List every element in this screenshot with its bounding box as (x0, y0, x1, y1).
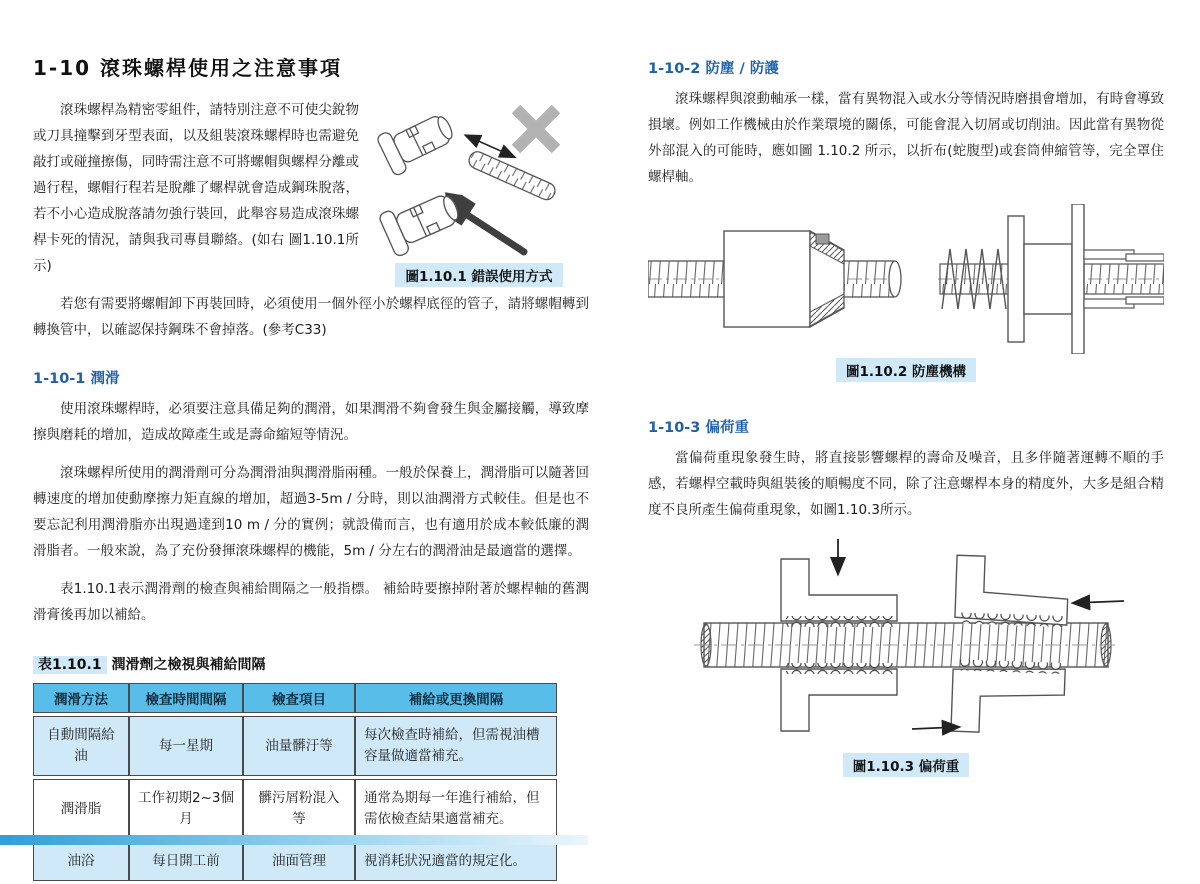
table-cell: 自動間隔給油 (33, 716, 129, 776)
table-row (33, 842, 557, 881)
table-cell: 通常為期每一年進行補給，但需依檢查結果適當補充。 (355, 779, 557, 839)
seal-nut-diagram (648, 231, 901, 327)
table-row (33, 716, 557, 776)
table-row (33, 779, 557, 839)
footer-accent-bar (0, 835, 588, 845)
bellows-cover-diagram (938, 204, 1164, 354)
table-cell: 潤滑脂 (33, 779, 129, 839)
figure-wrong-usage (369, 99, 589, 287)
lubrication-table (33, 680, 557, 884)
dustproof-paragraph: 滾珠螺桿與滾動軸承一樣，當有異物混入或水分等情況時磨損會增加，有時會導致損壞。例如工作機械由於作業環境的關係，可能會混入切屑或切削油。因此當有異物從外部混入的可能時，應如圖 1.10.2 所示，以折布(蛇腹型)或套筒伸縮管等，完全罩住螺桿軸。 (648, 91, 1164, 185)
intro-paragraph-2: 若您有需要將螺帽卸下再裝回時，必須使用一個外徑小於螺桿底徑的管子，請將螺帽轉到轉換管中，以確認保持鋼珠不會掉落。(參考C33) (33, 296, 589, 338)
table-cell: 視消耗狀況適當的規定化。 (355, 842, 557, 881)
lubrication-paragraph-1: 使用滾珠螺桿時，必須要注意具備足夠的潤滑，如果潤滑不夠會發生與金屬接觸，導致摩擦與磨耗的增加，造成故障產生或是壽命縮短等情況。 (33, 401, 589, 443)
ball-nut-icon (376, 106, 459, 177)
table-cell: 油面管理 (243, 842, 355, 881)
offset-load-paragraph: 當偏荷重現象發生時，將直接影響螺桿的壽命及噪音，且多伴隨著運轉不順的手感，若螺桿空載時與組裝後的順暢度不同，除了注意螺桿本身的精度外，大多是組合精度不良所產生偏荷重現象，如圖1.10.3所示。 (648, 450, 1164, 518)
right-column (648, 57, 1164, 777)
section-heading-dustproof: 1-10-2 防塵 / 防護 (648, 61, 779, 77)
table-header-cell: 潤滑方法 (33, 683, 129, 713)
dust-protection-illustration (648, 204, 1164, 354)
table-header-cell: 檢查項目 (243, 683, 355, 713)
table-cell: 每次檢查時補給，但需視油槽容量做適當補充。 (355, 716, 557, 776)
figure-offset-load (648, 537, 1164, 777)
table-caption (33, 654, 589, 674)
figure-caption: 圖1.10.1 錯誤使用方式 (395, 263, 562, 287)
section-heading-lubrication: 1-10-1 潤滑 (33, 371, 120, 387)
table-header-cell: 補給或更換間隔 (355, 683, 557, 713)
wrong-usage-illustration (374, 99, 584, 259)
page-title: 1-10 滾珠螺桿使用之注意事項 (33, 56, 343, 80)
figure-caption: 圖1.10.3 偏荷重 (843, 753, 970, 777)
table-caption-text: 潤滑劑之檢視與補給間隔 (111, 657, 266, 673)
left-column (33, 52, 589, 884)
table-cell: 每一星期 (129, 716, 243, 776)
x-mark-icon (516, 109, 556, 149)
lubrication-paragraph-3: 表1.10.1表示潤滑劑的檢查與補給間隔之一般指標。 補給時要擦掉附著於螺桿軸的舊潤滑膏後再加以補給。 (33, 581, 589, 623)
lubrication-paragraph-2: 滾珠螺桿所使用的潤滑劑可分為潤滑油與潤滑脂兩種。一般於保養上，潤滑脂可以隨著回轉速度的增加使動摩擦力矩直線的增加，超過3-5m / 分時，則以油潤滑方式較佳。但是也不要忘記利用潤滑脂亦出現過達到10 m / 分的實例；就設備而言，也有適用於成本較低廉的潤滑脂者。一般來說，為了充份發揮滾珠螺桿的機能，5m / 分左右的潤滑油是最適當的選擇。 (33, 465, 589, 559)
table-cell: 油浴 (33, 842, 129, 881)
table-cell: 工作初期2~3個月 (129, 779, 243, 839)
offset-load-illustration (686, 537, 1126, 749)
figure-caption: 圖1.10.2 防塵機構 (836, 358, 976, 382)
section-heading-offset-load: 1-10-3 偏荷重 (648, 420, 749, 436)
intro-paragraph: 滾珠螺桿為精密零組件，請特別注意不可使尖銳物或刀具撞擊到牙型表面，以及組裝滾珠螺桿時也需避免敲打或碰撞擦傷，同時需注意不可將螺帽與螺桿分離或過行程，螺帽行程若是脫離了螺桿就會造成鋼珠脫落，若不小心造成脫落請勿強行裝回，此舉容易造成滾珠螺桿卡死的情況，請與我司專員聯絡。(如右 圖1.10.1所示) (33, 102, 359, 274)
figure-dust-protection (648, 204, 1164, 382)
table-cell: 油量髒汙等 (243, 716, 355, 776)
table-header-cell: 檢查時間間隔 (129, 683, 243, 713)
screw-shaft-section (694, 623, 1118, 667)
table-cell: 每日開工前 (129, 842, 243, 881)
table-cell: 髒污屑粉混入等 (243, 779, 355, 839)
table-caption-tag: 表1.10.1 (33, 656, 107, 674)
table-header-row (33, 683, 557, 713)
